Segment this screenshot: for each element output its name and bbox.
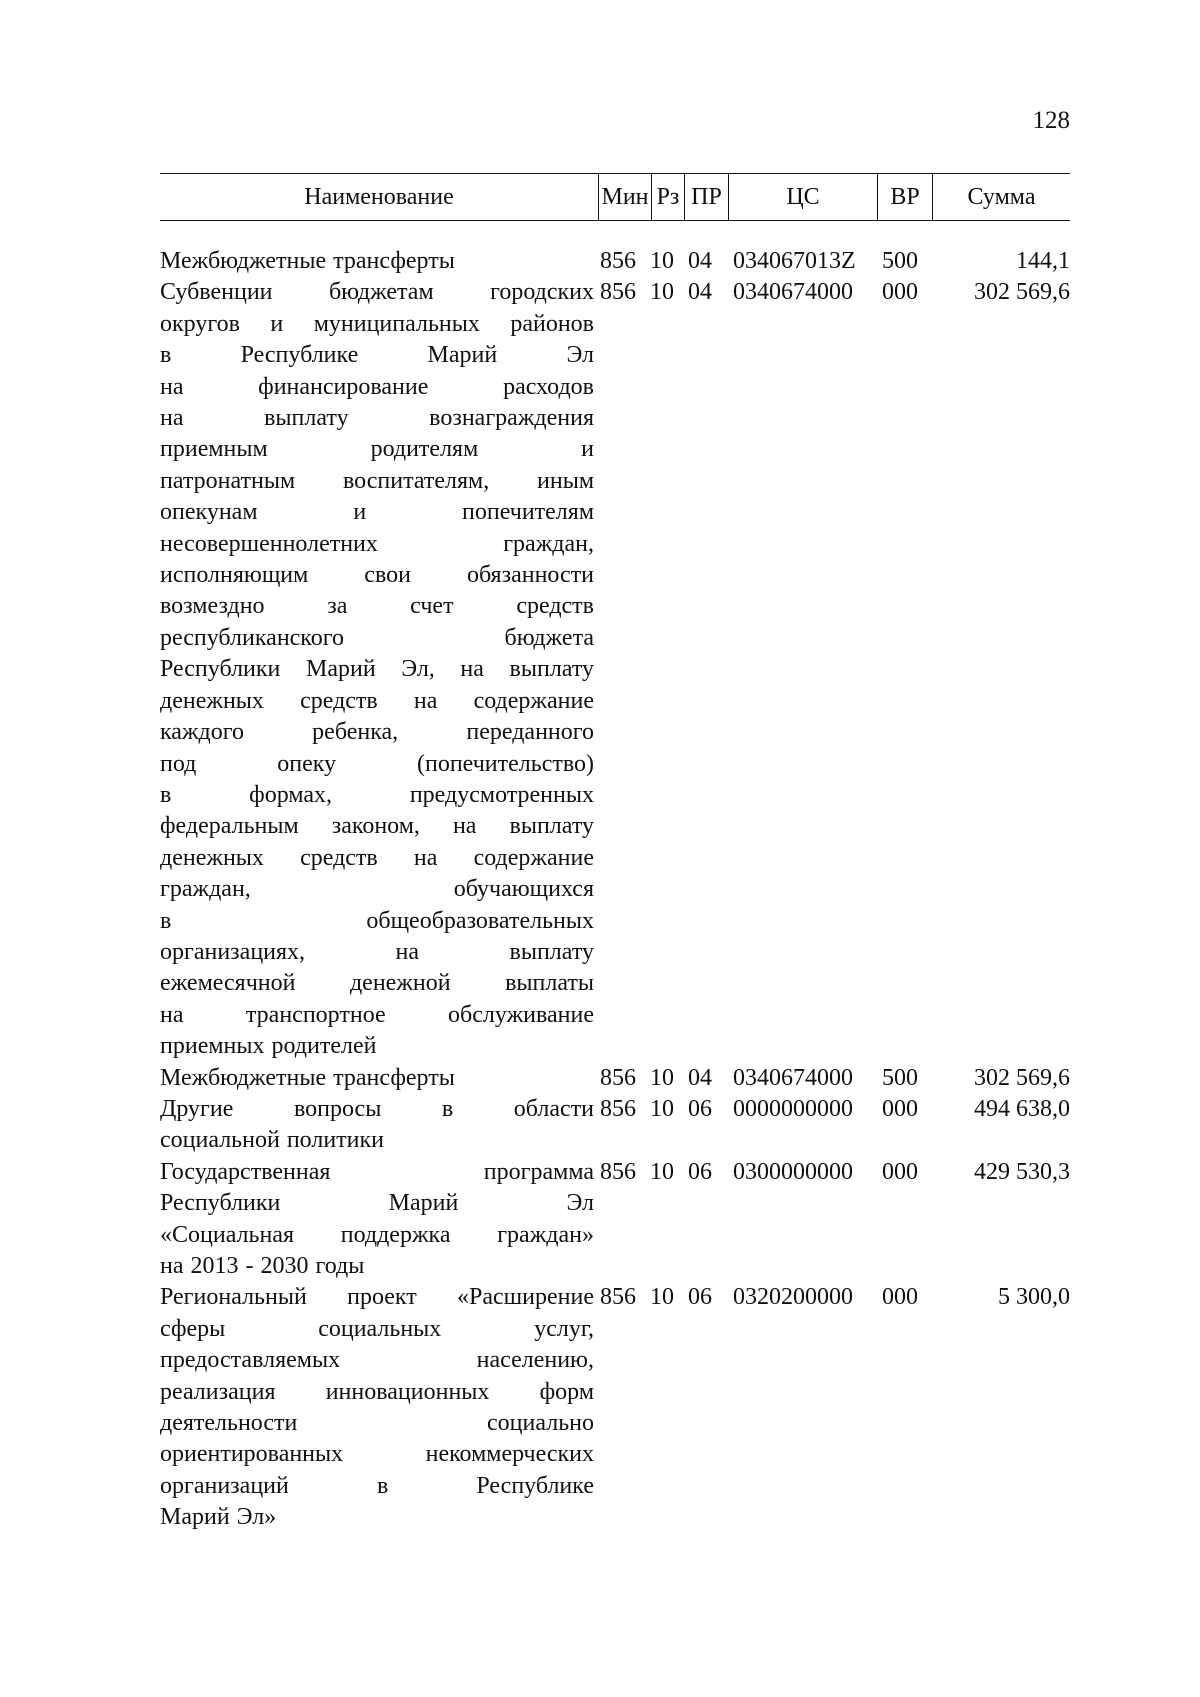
table-row [160, 277, 1070, 1062]
row-name-line: возмездно за счет средств [160, 593, 594, 620]
row-name-line: республиканского бюджета [160, 624, 594, 651]
row-name-line: Субвенции бюджетам городских [160, 279, 594, 306]
cell-vr: 000 [882, 1095, 918, 1122]
row-name-line: приемным родителям и [160, 436, 594, 463]
cell-min: 856 [600, 1064, 636, 1091]
cell-cs: 0300000000 [733, 1158, 853, 1185]
cell-rz: 10 [650, 1064, 674, 1091]
row-name-line: Другие вопросы в области [160, 1095, 594, 1122]
row-name-line: несовершеннолетних граждан, [160, 530, 594, 557]
cell-rz: 10 [650, 248, 674, 274]
cell-min: 856 [600, 1158, 636, 1185]
cell-vr: 000 [882, 279, 918, 306]
row-name-line: сферы социальных услуг, [160, 1315, 594, 1342]
cell-pr: 04 [688, 279, 712, 306]
row-name-line: под опеку (попечительство) [160, 750, 594, 777]
row-name-line: на транспортное обслуживание [160, 1001, 594, 1028]
cell-sum: 5 300,0 [998, 1284, 1070, 1311]
cell-vr: 000 [882, 1158, 918, 1185]
row-name-line: «Социальная поддержка граждан» [160, 1221, 594, 1248]
row-name-line: Государственная программа [160, 1158, 594, 1185]
row-name-line: в Республике Марий Эл [160, 342, 594, 369]
row-name [160, 1094, 594, 1157]
cell-pr: 06 [688, 1158, 712, 1185]
row-name-line: организаций в Республике [160, 1472, 594, 1499]
row-name-line: социальной политики [160, 1127, 384, 1154]
cell-cs: 034067013Z [733, 248, 856, 274]
cell-rz: 10 [650, 1284, 674, 1311]
cell-rz: 10 [650, 1158, 674, 1185]
row-name-line: Марий Эл» [160, 1504, 277, 1531]
header-name: Наименование [304, 184, 454, 210]
header-sum: Сумма [932, 174, 1070, 220]
row-name-line: опекунам и попечителям [160, 499, 594, 526]
cell-cs: 0340674000 [733, 1064, 853, 1091]
cell-min: 856 [600, 279, 636, 306]
cell-vr: 500 [882, 1064, 918, 1091]
row-name-line: каждого ребенка, переданного [160, 719, 594, 746]
header-pr: ПР [684, 174, 728, 220]
cell-sum: 429 530,3 [974, 1158, 1070, 1185]
row-name-line: Республики Марий Эл, на выплату [160, 656, 594, 683]
cell-rz: 10 [650, 279, 674, 306]
cell-sum: 302 569,6 [974, 1064, 1070, 1091]
cell-pr: 06 [688, 1284, 712, 1311]
row-name-line: денежных средств на содержание [160, 687, 594, 714]
row-name-line: федеральным законом, на выплату [160, 813, 594, 840]
row-name [160, 1157, 594, 1283]
row-name-line: реализация инновационных форм [160, 1378, 594, 1405]
row-name-line: Региональный проект «Расширение [160, 1284, 594, 1311]
table-row [160, 1063, 1070, 1094]
cell-pr: 04 [688, 248, 712, 274]
cell-vr: 000 [882, 1284, 918, 1311]
table-row [160, 246, 1070, 277]
table-row [160, 1157, 1070, 1283]
cell-sum: 494 638,0 [974, 1095, 1070, 1122]
cell-sum: 302 569,6 [974, 279, 1070, 306]
cell-cs: 0000000000 [733, 1095, 853, 1122]
row-name [160, 1063, 594, 1094]
row-name-line: предоставляемых населению, [160, 1347, 594, 1374]
table-row [160, 1282, 1070, 1533]
row-name-line: Межбюджетные трансферты [160, 248, 455, 274]
header-rz: Рз [651, 174, 684, 220]
header-vr: ВР [877, 174, 932, 220]
row-name-line: округов и муниципальных районов [160, 310, 594, 337]
cell-rz: 10 [650, 1095, 674, 1122]
cell-cs: 0320200000 [733, 1284, 853, 1311]
row-name-line: Республики Марий Эл [160, 1190, 594, 1217]
cell-sum: 144,1 [1016, 248, 1070, 274]
row-name-line: на выплату вознаграждения [160, 405, 594, 432]
row-name-line: исполняющим свои обязанности [160, 562, 594, 589]
row-name-line: патронатным воспитателям, иным [160, 467, 594, 494]
cell-vr: 500 [882, 248, 918, 274]
row-name [160, 1282, 594, 1533]
row-name-line: на финансирование расходов [160, 373, 594, 400]
row-name [160, 277, 594, 1062]
row-name-line: ориентированных некоммерческих [160, 1441, 594, 1468]
row-name-line: в формах, предусмотренных [160, 781, 594, 808]
cell-min: 856 [600, 1284, 636, 1311]
table-body [160, 246, 1070, 1534]
page-number: 128 [1032, 107, 1070, 134]
row-name-line: граждан, обучающихся [160, 876, 594, 903]
table-row [160, 1094, 1070, 1157]
row-name-line: Межбюджетные трансферты [160, 1064, 455, 1091]
cell-pr: 04 [688, 1064, 712, 1091]
table-header [160, 173, 1070, 221]
header-cs: ЦС [728, 174, 877, 220]
row-name [160, 246, 594, 277]
row-name-line: денежных средств на содержание [160, 844, 594, 871]
cell-min: 856 [600, 1095, 636, 1122]
cell-pr: 06 [688, 1095, 712, 1122]
row-name-line: деятельности социально [160, 1410, 594, 1437]
cell-cs: 0340674000 [733, 279, 853, 306]
cell-min: 856 [600, 248, 636, 274]
row-name-line: ежемесячной денежной выплаты [160, 970, 594, 997]
row-name-line: на 2013 - 2030 годы [160, 1253, 365, 1279]
row-name-line: в общеобразовательных [160, 907, 594, 934]
row-name-line: организациях, на выплату [160, 938, 594, 965]
row-name-line: приемных родителей [160, 1033, 377, 1060]
header-min: Мин [598, 174, 651, 220]
